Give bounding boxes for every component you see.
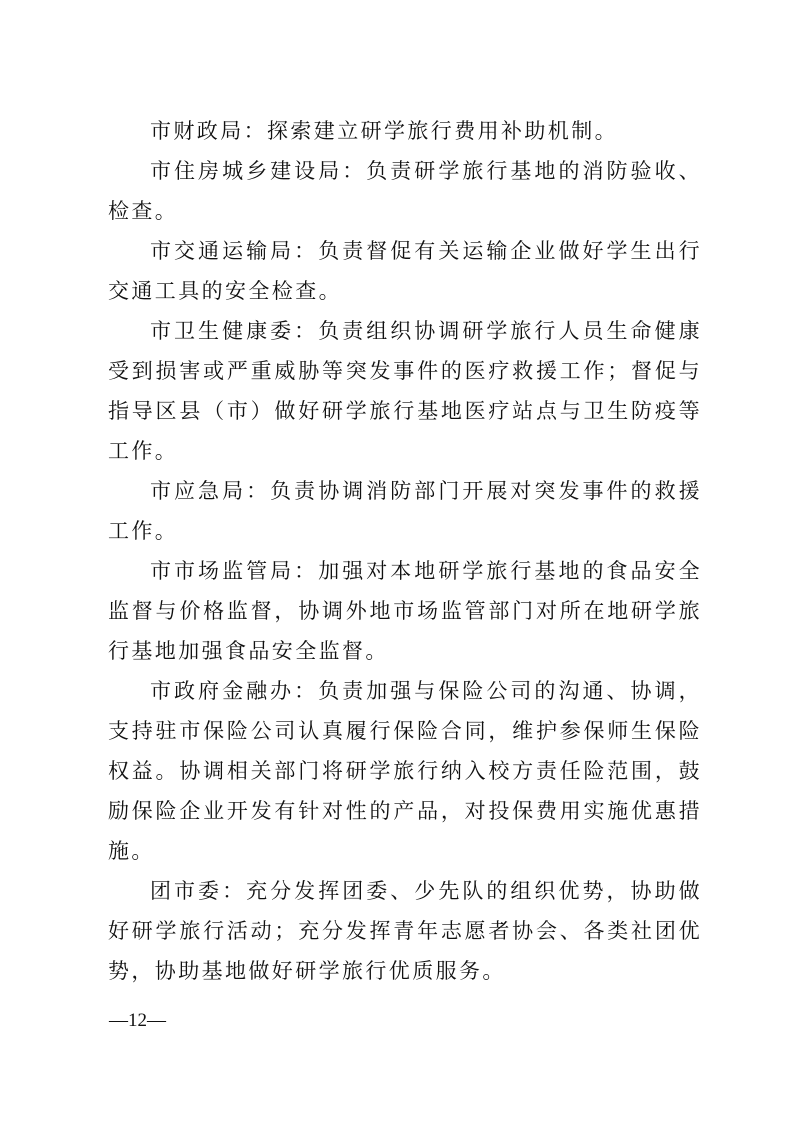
page-number: —12— xyxy=(109,1010,166,1031)
paragraph-health-commission: 市卫生健康委：负责组织协调研学旅行人员生命健康受到损害或严重威胁等突发事件的医疗救援工作；督促与指导区县（市）做好研学旅行基地医疗站点与卫生防疫等工作。 xyxy=(108,319,702,463)
paragraph-market-supervision-bureau: 市市场监管局：加强对本地研学旅行基地的食品安全监督与价格监督，协调外地市场监管部门对所在地研学旅行基地加强食品安全监督。 xyxy=(108,559,702,663)
paragraph-finance-bureau: 市财政局：探索建立研学旅行费用补助机制。 xyxy=(150,119,618,143)
paragraph-housing-bureau: 市住房城乡建设局：负责研学旅行基地的消防验收、检查。 xyxy=(108,159,702,223)
paragraph-transport-bureau: 市交通运输局：负责督促有关运输企业做好学生出行交通工具的安全检查。 xyxy=(108,239,702,303)
document-body xyxy=(108,111,702,991)
paragraph-emergency-bureau: 市应急局：负责协调消防部门开展对突发事件的救援工作。 xyxy=(108,479,702,543)
paragraph-youth-league: 团市委：充分发挥团委、少先队的组织优势，协助做好研学旅行活动；充分发挥青年志愿者协会、各类社团优势，协助基地做好研学旅行优质服务。 xyxy=(108,879,702,983)
paragraph-financial-office: 市政府金融办：负责加强与保险公司的沟通、协调，支持驻市保险公司认真履行保险合同，维护参保师生保险权益。协调相关部门将研学旅行纳入校方责任险范围，鼓励保险企业开发有针对性的产品，对投保费用实施优惠措施。 xyxy=(108,679,702,863)
